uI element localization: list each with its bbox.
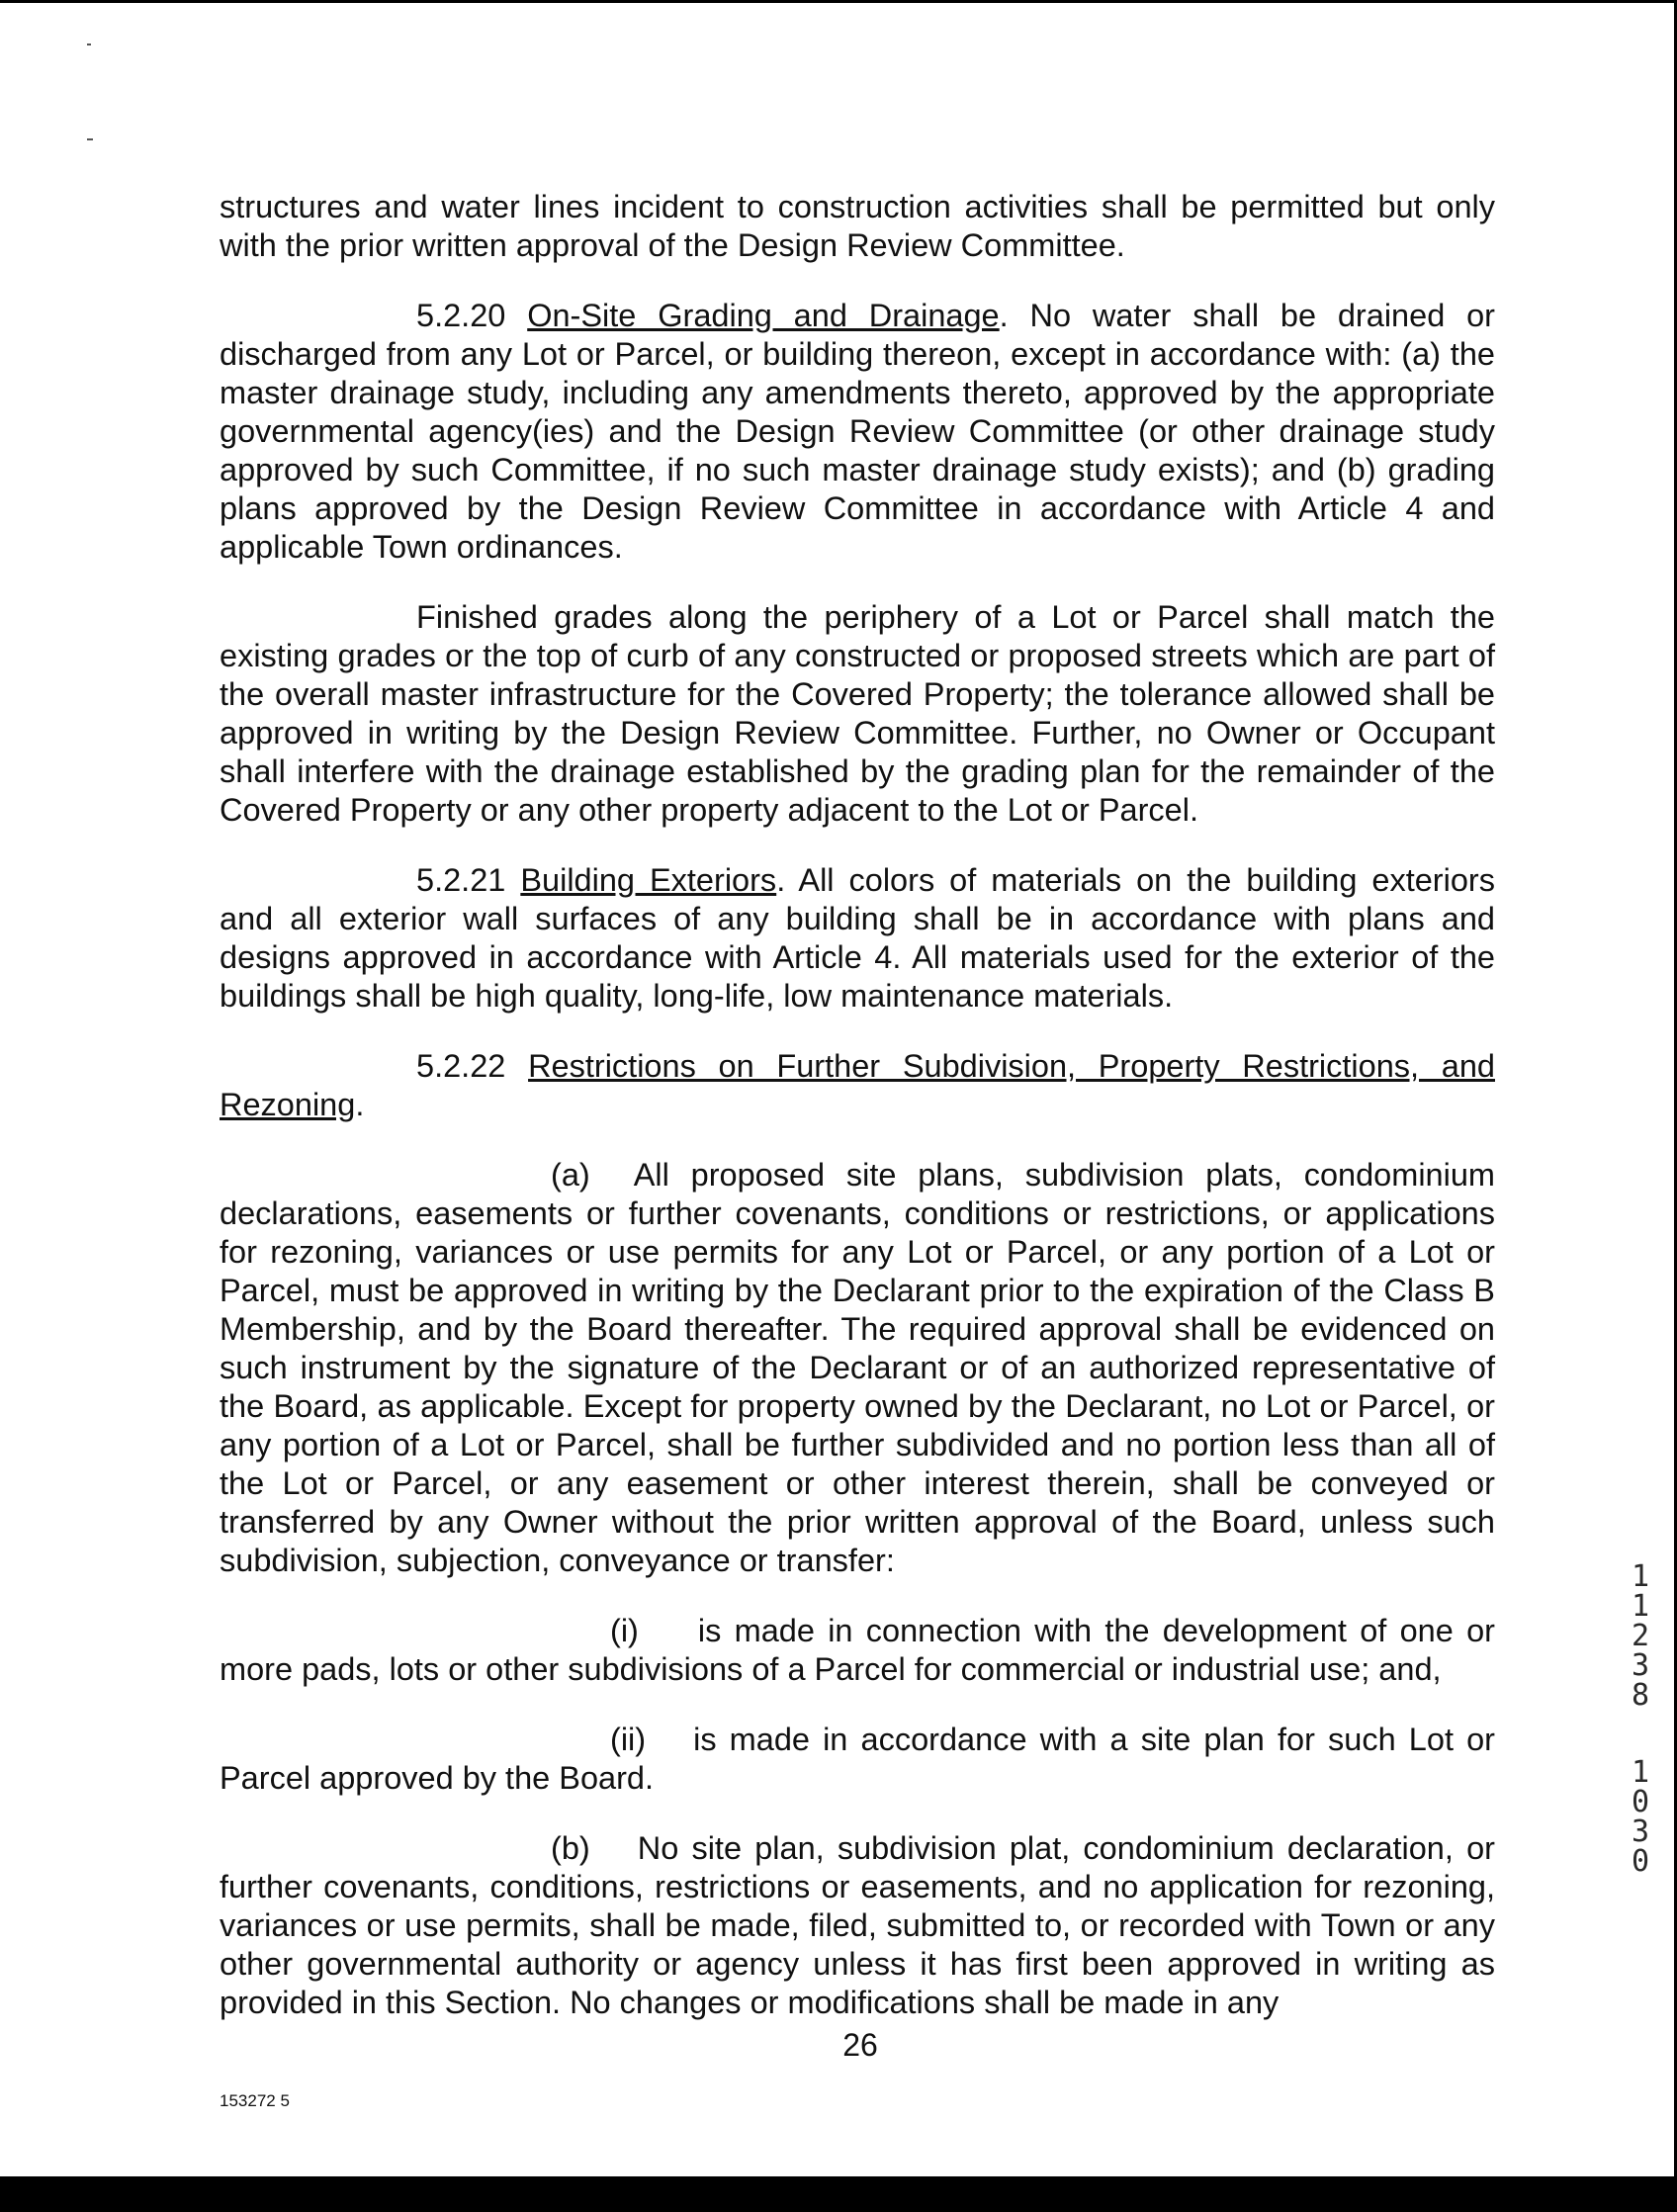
stamp-digit: 1 xyxy=(1631,1755,1650,1790)
clause-label: (ii) xyxy=(610,1722,647,1757)
section-number: 5.2.20 xyxy=(416,298,506,333)
subsection-b xyxy=(220,1829,1495,2022)
finished-grades-text: Finished grades along the periphery of a Lot or Parcel shall match the existing grades or the top of curb of any constructed or proposed streets which are part of the overall master infrastructure for the Covered Property; the tolerance allowed shall be approved in writing by the Design Review Committee. Further, no Owner or Occupant shall interfere with the drainage established by the grading plan for the remainder of the Covered Property or any other property adjacent to the Lot or Parcel. xyxy=(220,599,1495,828)
section-5-2-21 xyxy=(220,861,1495,1016)
section-5-2-22 xyxy=(220,1047,1495,1124)
clause-label: (i) xyxy=(610,1613,639,1648)
page-body xyxy=(220,188,1495,2022)
stamp-digit: 3 xyxy=(1631,1648,1650,1683)
section-number: 5.2.22 xyxy=(416,1048,506,1084)
subsection-label: (a) xyxy=(551,1157,590,1193)
clause-ii xyxy=(220,1721,1495,1798)
clause-body: is made in connection with the development of one or more pads, lots or other subdivisions of a Parcel for commercial or industrial use; and, xyxy=(220,1613,1495,1687)
page-number: 26 xyxy=(842,2027,878,2063)
subsection-a xyxy=(220,1156,1495,1580)
scan-speck xyxy=(87,138,93,140)
recording-stamp-upper xyxy=(1626,1559,1655,1713)
continuation-text: structures and water lines incident to construction activities shall be permitted but only with the prior written approval of the Design Review Committee. xyxy=(220,189,1495,263)
section-heading: Building Exteriors xyxy=(520,862,777,898)
section-5-2-20 xyxy=(220,297,1495,567)
recording-stamp-lower xyxy=(1626,1755,1655,1879)
subsection-label: (b) xyxy=(551,1830,590,1866)
scan-border-top xyxy=(0,0,1677,3)
clause-i xyxy=(220,1612,1495,1689)
section-heading: Restrictions on Further Subdivision, Property Restrictions, and Rezoning xyxy=(220,1048,1495,1122)
section-number: 5.2.21 xyxy=(416,862,506,898)
section-body: . No water shall be drained or discharged from any Lot or Parcel, or building thereon, except in accordance with: (a) the master drainage study, including any amendments thereto, approved by the appropriate governmental agency(ies) and the Design Review Committee (or other drainage study approved by such Committee, if no such master drainage study exists); and (b) grading plans approved by the Design Review Committee in accordance with Article 4 and applicable Town ordinances. xyxy=(220,298,1496,565)
stamp-digit: 2 xyxy=(1631,1619,1650,1653)
finished-grades-paragraph xyxy=(220,598,1495,830)
stamp-digit: 1 xyxy=(1631,1589,1650,1624)
section-heading: On-Site Grading and Drainage xyxy=(527,298,1000,333)
stamp-digit: 1 xyxy=(1631,1559,1650,1594)
scan-speck xyxy=(87,44,91,45)
section-body: . All colors of materials on the building exteriors and all exterior wall surfaces of any building shall be in accordance with plans and designs approved in accordance with Article 4. All materials used for the exterior of the buildings shall be high quality, long-life, low maintenance materials. xyxy=(220,862,1496,1014)
clause-body: is made in accordance with a site plan for such Lot or Parcel approved by the Board. xyxy=(220,1722,1495,1796)
subsection-body: No site plan, subdivision plat, condominium declaration, or further covenants, conditions, restrictions or easements, and no application for rezoning, variances or use permits, shall be made, filed, submitted to, or recorded with Town or any other governmental authority or agency unless it has first been approved in writing as provided in this Section. No changes or modifications shall be made in any xyxy=(220,1830,1495,2020)
section-heading-end: . xyxy=(355,1087,365,1122)
stamp-digit: 0 xyxy=(1631,1785,1650,1819)
continuation-paragraph xyxy=(220,188,1495,265)
document-id: 153272 5 xyxy=(220,2091,290,2110)
stamp-digit: 8 xyxy=(1631,1678,1650,1713)
stamp-digit: 3 xyxy=(1631,1814,1650,1849)
subsection-body: All proposed site plans, subdivision plats, condominium declarations, easements or further covenants, conditions or restrictions, or applications for rezoning, variances or use permits for any Lot or Parcel, or any portion of a Lot or Parcel, must be approved in writing by the Declarant prior to the expiration of the Class B Membership, and by the Board thereafter. The required approval shall be evidenced on such instrument by the signature of the Declarant or of an authorized representative of the Board, as applicable. Except for property owned by the Declarant, no Lot or Parcel, or any portion of a Lot or Parcel, shall be further subdivided and no portion less than all of the Lot or Parcel, or any easement or other interest therein, shall be conveyed or transferred by any Owner without the prior written approval of the Board, unless such subdivision, subjection, conveyance or transfer: xyxy=(220,1157,1495,1578)
stamp-digit: 0 xyxy=(1631,1844,1650,1879)
scan-border-bottom xyxy=(0,2176,1677,2212)
